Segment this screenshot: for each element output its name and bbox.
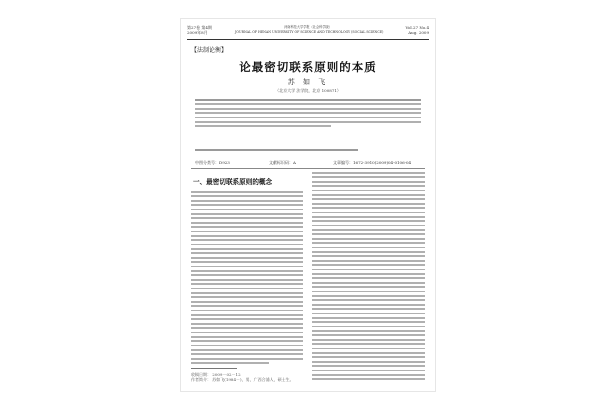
author-affiliation: （北京大学 法学院，北京 100871） bbox=[275, 88, 341, 93]
journal-page bbox=[180, 18, 436, 392]
left-column bbox=[191, 172, 303, 384]
right-column bbox=[312, 172, 425, 384]
header-journal: 河南科技大学学报（社会科学版） JOURNAL OF HENAN UNIVERSITY OF SCIENCE AND TECHNOLOGY (SOCIAL SCIENCE) bbox=[235, 25, 384, 34]
body-text-left bbox=[191, 191, 303, 364]
keywords-line bbox=[195, 149, 421, 158]
paper-title: 论最密切联系原则的本质 bbox=[239, 60, 377, 74]
document-code: 文献标识码：A bbox=[269, 160, 296, 165]
author-bio: 作者简介： 苏如飞(1984－)，男，广西合浦人，硕士生。 bbox=[191, 377, 294, 383]
divider bbox=[191, 168, 425, 169]
clc-number: 中图分类号：D923 bbox=[195, 160, 230, 165]
abstract-block bbox=[195, 99, 421, 147]
section-heading: 一、最密切联系原则的概念 bbox=[193, 178, 273, 186]
received-date: 收稿日期： 2009－02－12 bbox=[191, 372, 241, 378]
footnote-separator bbox=[191, 368, 237, 369]
classification-line bbox=[195, 160, 421, 166]
header-date: Vol.27 No.4 Aug. 2009 bbox=[405, 25, 429, 35]
running-header bbox=[187, 25, 429, 40]
body-text-right bbox=[312, 172, 425, 380]
author-name: 苏 如 飞 bbox=[287, 78, 329, 86]
article-number: 文章编号：1672-3910(2009)04-0106-04 bbox=[333, 160, 412, 165]
section-tag: 【法制论衡】 bbox=[191, 47, 228, 54]
header-volume: 第27卷 第4期 2009年8月 bbox=[187, 25, 212, 35]
